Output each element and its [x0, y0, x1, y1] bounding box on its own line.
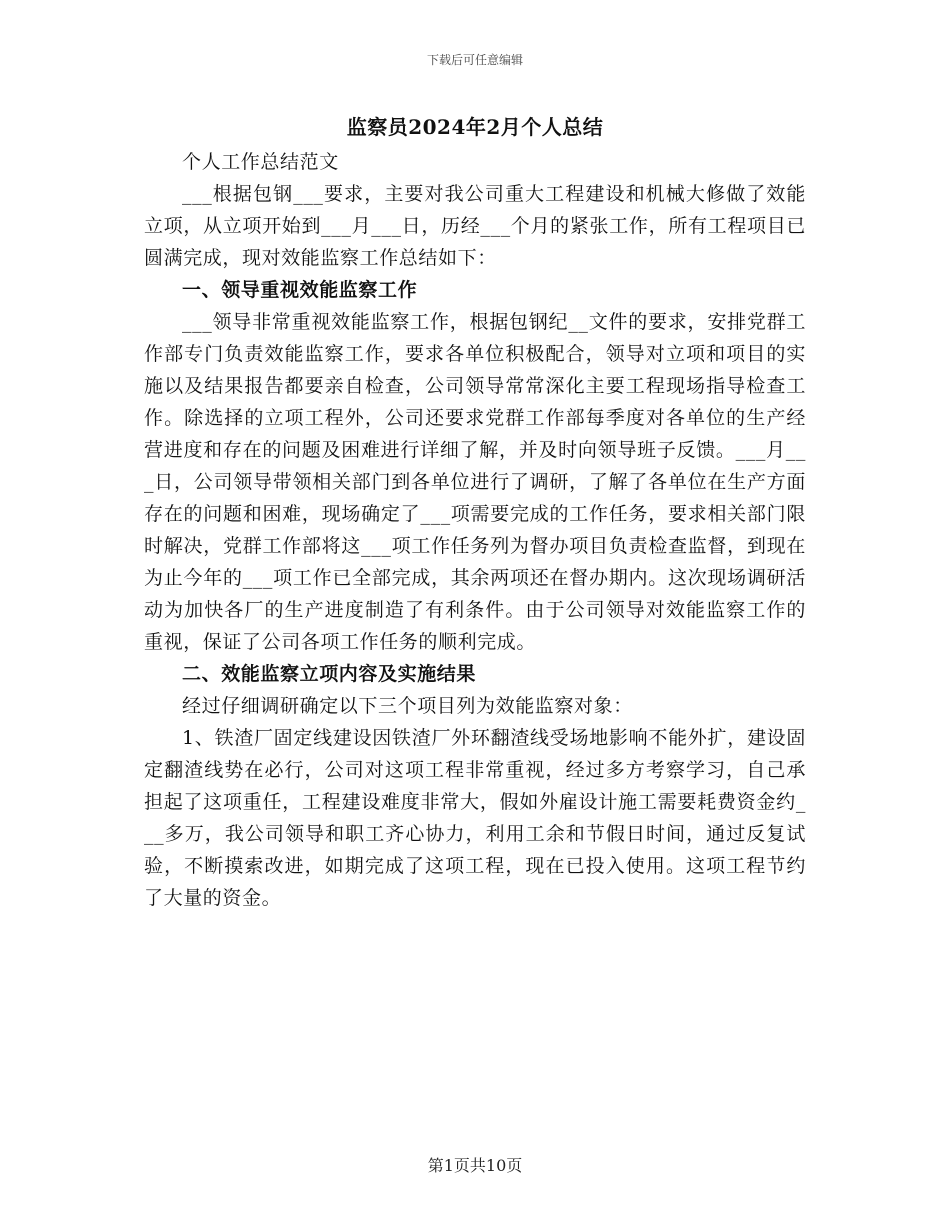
- section-heading-1: 一、领导重视效能监察工作: [182, 279, 418, 301]
- paragraph-project-1: 1、铁渣厂固定线建设因铁渣厂外环翻渣线受场地影响不能外扩，建设固定翻渣线势在必行，公司对这项工程非常重视，经过多方考察学习，自己承担起了这项重任，工程建设难度非常大，假如外雇设计施工需要耗费资金约___多万，我公司领导和职工齐心协力，利用工余和节假日时间，通过反复试验，不断摸索改进，如期完成了这项工程，现在已投入使用。这项工程节约了大量的资金。: [144, 727, 806, 909]
- document-title: 监察员2024年2月个人总结: [346, 115, 604, 139]
- section-heading-2: 二、效能监察立项内容及实施结果: [182, 663, 477, 685]
- paragraph-intro: ___根据包钢___要求，主要对我公司重大工程建设和机械大修做了效能立项，从立项开始到___月___日，历经___个月的紧张工作，所有工程项目已圆满完成，现对效能监察工作总结如下：: [144, 183, 806, 269]
- document-body: [144, 146, 806, 914]
- page-header-note: 下载后可任意编辑: [426, 53, 523, 67]
- paragraph-subtitle: 个人工作总结范文: [182, 151, 339, 173]
- paragraph-section-2-intro: 经过仔细调研确定以下三个项目列为效能监察对象：: [182, 695, 633, 717]
- paragraph-section-1: ___领导非常重视效能监察工作，根据包钢纪__文件的要求，安排党群工作部专门负责效能监察工作，要求各单位积极配合，领导对立项和项目的实施以及结果报告都要亲自检查，公司领导常常深化主要工程现场指导检查工作。除选择的立项工程外，公司还要求党群工作部每季度对各单位的生产经营进度和存在的问题及困难进行详细了解，并及时向领导班子反馈。___月___日，公司领导带领相关部门到各单位进行了调研，了解了各单位在生产方面存在的问题和困难，现场确定了___项需要完成的工作任务，要求相关部门限时解决，党群工作部将这___项工作任务列为督办项目负责检查监督，到现在为止今年的___项工作已全部完成，其余两项还在督办期内。这次现场调研活动为加快各厂的生产进度制造了有利条件。由于公司领导对效能监察工作的重视，保证了公司各项工作任务的顺利完成。: [144, 311, 806, 653]
- page-number-footer: 第1页共10页: [427, 1156, 523, 1175]
